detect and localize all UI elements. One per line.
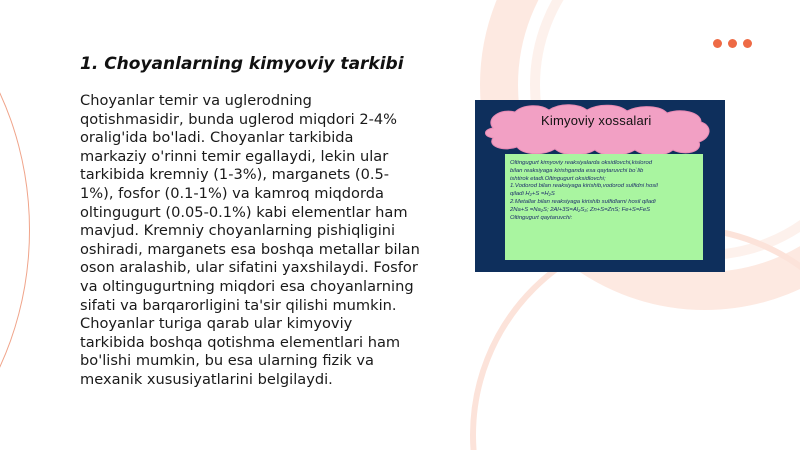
reaction-panel	[505, 154, 703, 260]
chemistry-figure	[475, 100, 725, 272]
reaction-line: 2Na+S =Na₂S; 2Al+3S=Al₂S₃; Zn+S=ZnS; Fe+S=FeS	[510, 206, 651, 213]
dot-icon	[713, 39, 722, 48]
reaction-line: Oltingugurt kimyoviy reaksiyalarda oksidlovchi,kislorod	[510, 160, 653, 166]
reaction-line: ishtirok etadi.Oltingugurt oksidlovchi;	[510, 175, 606, 182]
cloud-shape-icon	[475, 100, 725, 160]
reaction-line: Oltingugurt qaytaruvchi:	[510, 214, 573, 221]
menu-dots-icon	[713, 39, 752, 48]
reaction-line: qiladi H₂+S =H₂S	[510, 191, 555, 198]
slide-body-text: Choyanlar temir va uglerodning qotishmasidir, bunda uglerod miqdori 2-4% oralig'ida bo'ladi. Choyanlar tarkibida markaziy o'rinni temir egallaydi, lekin ular tarkibida kremniy (1-3%), marganets (0.5-1%), fosfor (0.1-1%) va kamroq miqdorda oltingugurt (0.05-0.1%) kabi elementlar ham mavjud. Kremniy choyanlarning pishiqligini oshiradi, marganets esa boshqa metallar bilan oson aralashib, ular sifatini yaxshilaydi. Fosfor va oltingugurtning miqdori esa choyanlarning sifati va barqarorligini ta'sir qilishi mumkin. Choyanlar turiga qarab ular kimyoviy tarkibida boshqa qotishma elementlari ham bo'lishi mumkin, bu esa ularning fizik va mexanik xususiyatlarini belgilaydi.	[80, 92, 420, 388]
dot-icon	[728, 39, 737, 48]
slide-title: 1. Choyanlarning kimyoviy tarkibi	[80, 54, 404, 74]
left-edge-arc-decoration	[0, 0, 30, 450]
reaction-line: 1.Vodorod bilan reaksiyaga kirishib,vodorod sulfidni hosil	[510, 183, 658, 190]
reaction-line: bilan reaksiyaga kirishganda esa qaytaruvchi bo`lib	[510, 167, 644, 174]
reaction-line: 2.Metallar bilan reaksiyaga kirishib sulfidlarni hosil qiladi	[510, 198, 656, 205]
figure-title: Kimyoviy xossalari	[541, 113, 652, 128]
dot-icon	[743, 39, 752, 48]
reaction-text	[510, 160, 700, 222]
